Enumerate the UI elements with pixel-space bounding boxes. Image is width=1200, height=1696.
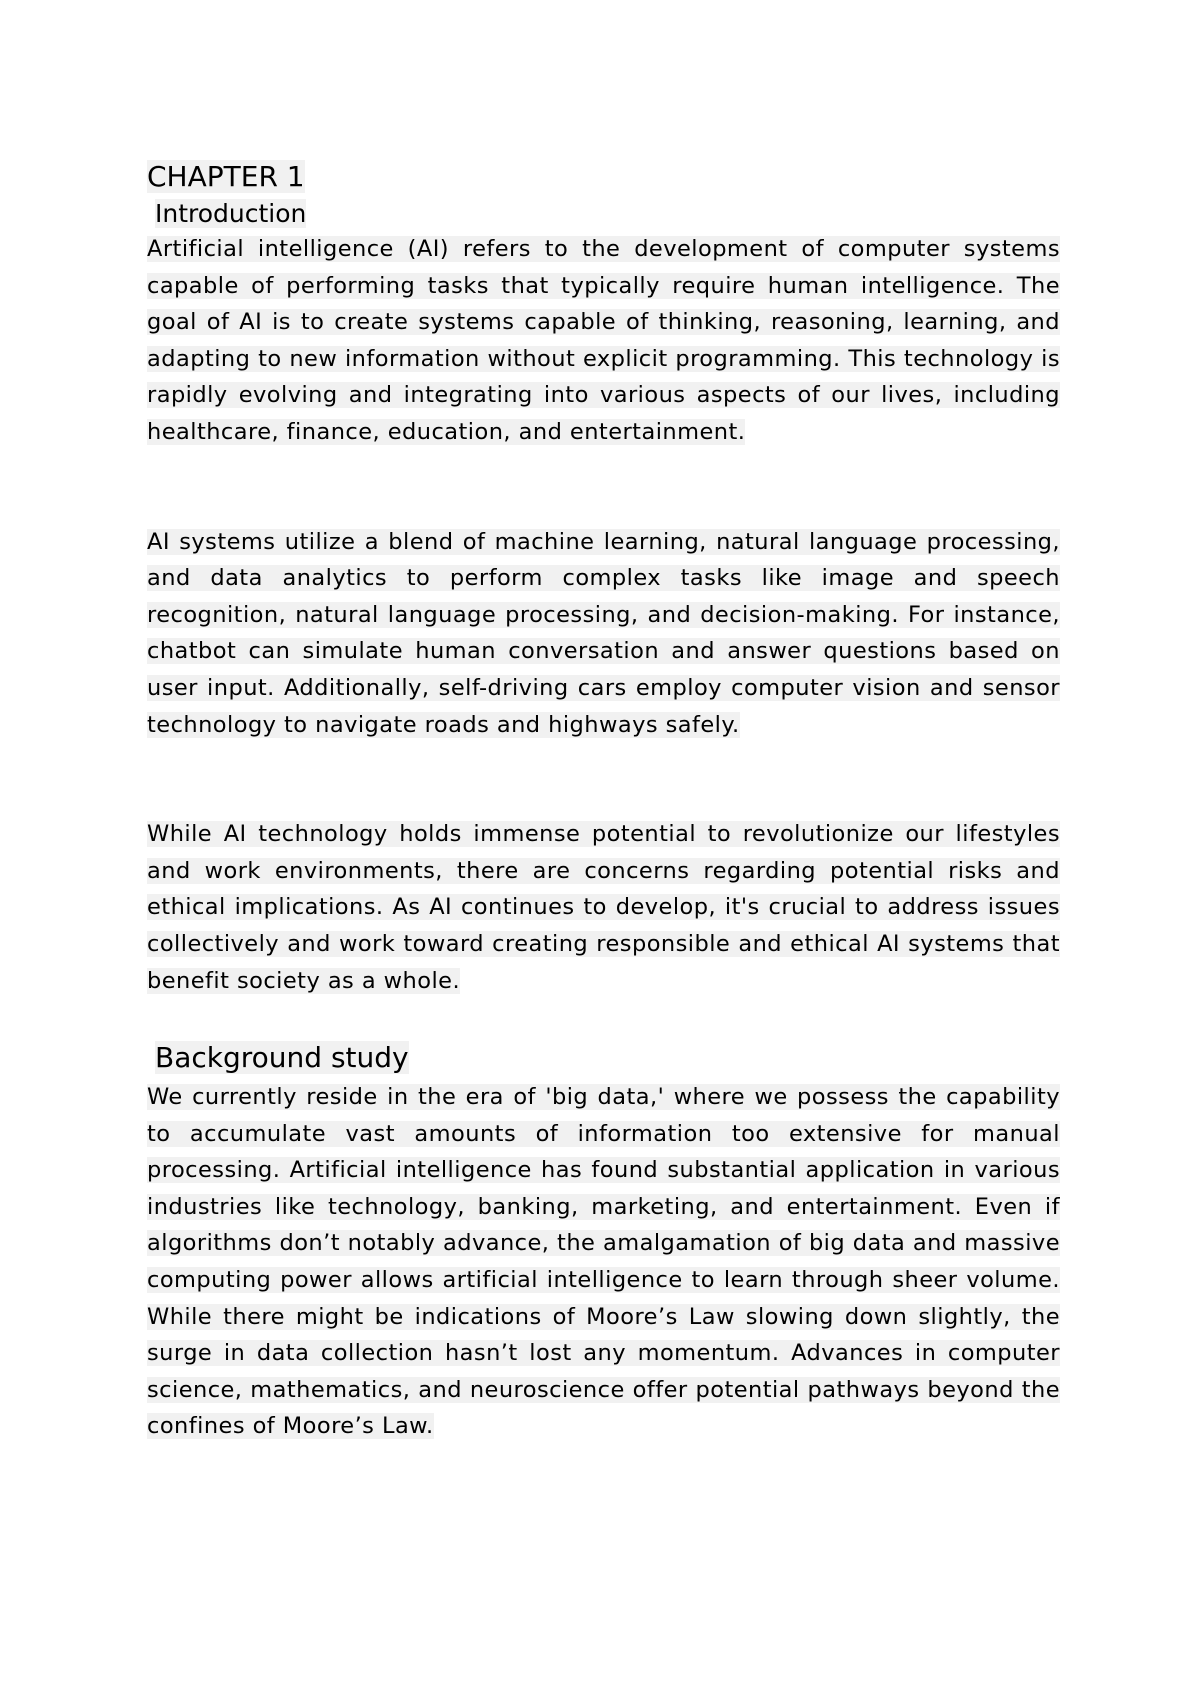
background-paragraph: We currently reside in the era of 'big data,' where we possess the capability to accumulate vast amounts of information too extensive for manual processing. Artificial intelligence has found substantial application in various industries like technology, banking, marketing, and entertainment. Even if algorithms don’t notably advance, the amalgamation of big data and massive computing power allows artificial intelligence to learn through sheer volume. While there might be indications of Moore’s Law slowing down slightly, the surge in data collection hasn’t lost any momentum. Advances in computer science, mathematics, and neuroscience offer potential pathways beyond the confines of Moore’s Law.: [147, 1084, 1060, 1440]
document-page: [147, 158, 1060, 1445]
intro-paragraph-3: While AI technology holds immense potential to revolutionize our lifestyles and work environments, there are concerns regarding potential risks and ethical implications. As AI continues to develop, it's crucial to address issues collectively and work toward creating responsible and ethical AI systems that benefit society as a whole.: [147, 821, 1060, 994]
paragraph-gap: [147, 451, 1060, 524]
paragraph-gap: [147, 999, 1060, 1037]
paragraph-gap: [147, 743, 1060, 816]
background-study-heading: Background study: [155, 1041, 409, 1075]
introduction-heading: Introduction: [155, 199, 307, 228]
intro-paragraph-2: AI systems utilize a blend of machine learning, natural language processing, and data analytics to perform complex tasks like image and speech recognition, natural language processing, and decision-making. For instance, chatbot can simulate human conversation and answer questions based on user input. Additionally, self-driving cars employ computer vision and sensor technology to navigate roads and highways safely.: [147, 528, 1060, 738]
chapter-title: CHAPTER 1: [147, 160, 305, 193]
intro-paragraph-1: Artificial intelligence (AI) refers to the development of computer systems capable of performing tasks that typically require human intelligence. The goal of AI is to create systems capable of thinking, reasoning, learning, and adapting to new information without explicit programming. This technology is rapidly evolving and integrating into various aspects of our lives, including healthcare, finance, education, and entertainment.: [147, 236, 1060, 445]
